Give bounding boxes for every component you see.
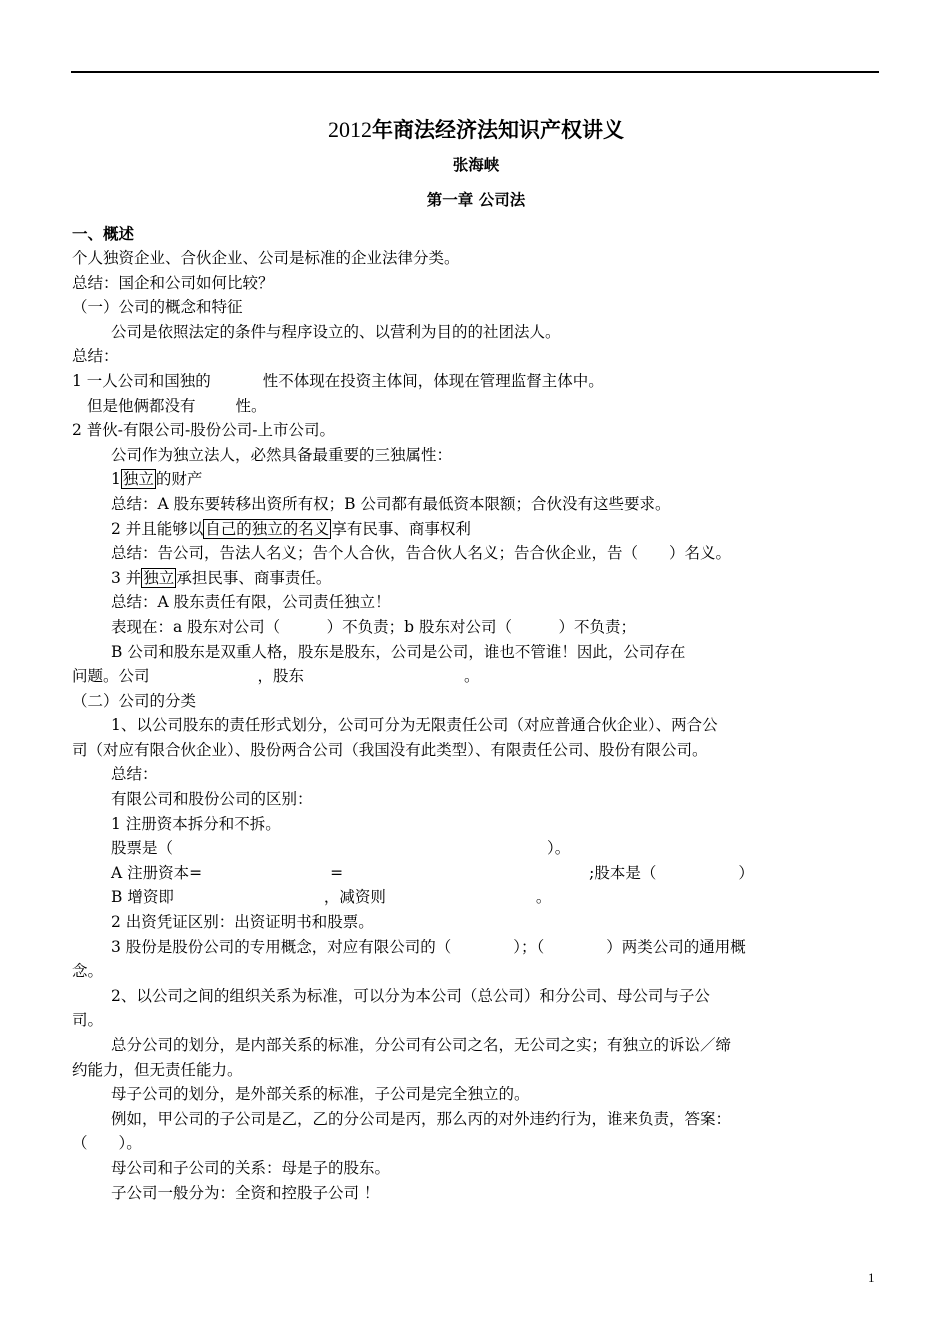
text-segment: 性不体现在投资主体间，体现在管理监督主体中。 xyxy=(262,371,604,390)
text-segment: 3 并 xyxy=(111,568,142,587)
boxed-term: 独立 xyxy=(122,470,154,489)
text-line xyxy=(72,517,880,542)
text-line xyxy=(72,566,880,591)
text-segment: ） xyxy=(738,863,754,882)
subsection-heading: （一）公司的概念和特征 xyxy=(72,298,243,317)
text-line xyxy=(72,885,880,910)
text-line: 例如，甲公司的子公司是乙，乙的分公司是丙，那么丙的对外违约行为，谁来负责，答案： xyxy=(111,1109,732,1128)
text-segment: ;股本是（ xyxy=(589,863,657,882)
text-line: 3 股份是股份公司的专用概念，对应有限公司的（ ）；（ ）两类公司的通用概 xyxy=(111,937,746,956)
text-segment: 。 xyxy=(535,888,552,907)
text-line xyxy=(72,664,880,689)
text-line: 总结： xyxy=(72,347,119,366)
text-line: 子公司一般分为：全资和控股子公司 ！ xyxy=(111,1183,380,1202)
text-line xyxy=(72,369,880,394)
text-line: 2 出资凭证区别：出资证明书和股票。 xyxy=(111,913,374,932)
text-segment: ）。 xyxy=(547,839,571,858)
boxed-term: 自己的独立的名义 xyxy=(205,519,330,538)
text-segment: 1 xyxy=(111,470,121,489)
text-line: 司。 xyxy=(72,1011,104,1030)
text-line xyxy=(72,394,880,419)
text-line: 公司作为独立法人，必然具备最重要的三独属性： xyxy=(111,445,453,464)
text-line: 总结：告公司，告法人名义；告个人合伙，告合伙人名义；告合伙企业，告（ ）名义。 xyxy=(111,544,732,563)
author-name: 张海峡 xyxy=(452,156,500,174)
text-line: 有限公司和股份公司的区别： xyxy=(111,790,313,809)
text-line: 2、以公司之间的组织关系为标准，可以分为本公司（总公司）和分公司、母公司与子公 xyxy=(111,986,710,1005)
text-segment: ，减资则 xyxy=(323,888,386,907)
text-segment: 。 xyxy=(464,667,480,686)
text-segment: 但是他俩都没有 xyxy=(87,396,196,415)
page-number: 1 xyxy=(868,1270,875,1285)
text-line: 母子公司的划分，是外部关系的标准，子公司是完全独立的。 xyxy=(111,1085,530,1104)
text-line: 母公司和子公司的关系：母是子的股东。 xyxy=(111,1158,391,1177)
subsection-heading: （二）公司的分类 xyxy=(72,691,197,710)
text-segment: 承担民事、商事责任。 xyxy=(176,568,332,587)
text-segment: 1 一人公司和国独的 xyxy=(72,371,211,390)
text-line: 约能力，但无责任能力。 xyxy=(72,1060,243,1079)
text-segment: 2 并且能够以 xyxy=(111,519,204,538)
text-line: 总结：A 股东要转移出资所有权；B 公司都有最低资本限额；合伙没有这些要求。 xyxy=(111,494,671,513)
text-line: 1、以公司股东的责任形式划分，公司可分为无限责任公司（对应普通合伙企业）、两合公 xyxy=(111,716,718,735)
text-line: 总结：国企和公司如何比较？ xyxy=(72,273,274,292)
section-heading: 一、概述 xyxy=(72,225,135,243)
text-line: 公司是依照法定的条件与程序设立的、以营利为目的的社团法人。 xyxy=(111,322,561,341)
text-line: 念。 xyxy=(72,962,104,981)
top-rule xyxy=(71,71,879,73)
text-segment: 的财产 xyxy=(155,470,203,489)
title-text: 年商法经济法知识产权讲义 xyxy=(372,118,624,142)
text-line: B 公司和股东是双重人格，股东是股东，公司是公司，谁也不管谁！因此，公司存在 xyxy=(111,642,686,661)
text-segment: 享有民事、商事权利 xyxy=(331,519,471,538)
text-line: 2 普伙-有限公司-股份公司-上市公司。 xyxy=(72,421,336,440)
text-line: 1 注册资本拆分和不拆。 xyxy=(111,814,281,833)
text-line: （ ）。 xyxy=(72,1134,142,1153)
text-line xyxy=(72,467,880,492)
chapter-heading: 第一章 公司法 xyxy=(426,191,526,209)
text-line: 总分公司的划分，是内部关系的标准，分公司有公司之名，无公司之实；有独立的诉讼／缔 xyxy=(111,1036,732,1054)
text-line: 司（对应有限合伙企业）、股份两合公司（我国没有此类型）、有限责任公司、股份有限公司。 xyxy=(72,740,708,759)
document-body xyxy=(72,114,880,1205)
text-line: 表现在：a 股东对公司（ ）不负责；b 股东对公司（ ）不负责； xyxy=(111,617,637,636)
text-segment: ，股东 xyxy=(257,667,305,686)
text-segment: 性。 xyxy=(235,396,267,415)
boxed-term: 独立 xyxy=(143,568,175,587)
document-title xyxy=(72,114,880,146)
text-segment: 股票是（ xyxy=(111,839,174,858)
title-year: 2012 xyxy=(328,117,372,142)
text-line: 总结： xyxy=(111,765,158,784)
text-line: 总结：A 股东责任有限，公司责任独立！ xyxy=(111,593,391,612)
text-segment: 问题。公司 xyxy=(72,667,150,686)
text-segment: B 增资即 xyxy=(111,888,174,907)
text-line xyxy=(72,836,880,861)
text-segment: = xyxy=(330,863,344,882)
text-segment: A 注册资本= xyxy=(111,863,203,882)
text-line xyxy=(72,861,880,886)
text-line: 个人独资企业、合伙企业、公司是标准的企业法律分类。 xyxy=(72,249,460,267)
